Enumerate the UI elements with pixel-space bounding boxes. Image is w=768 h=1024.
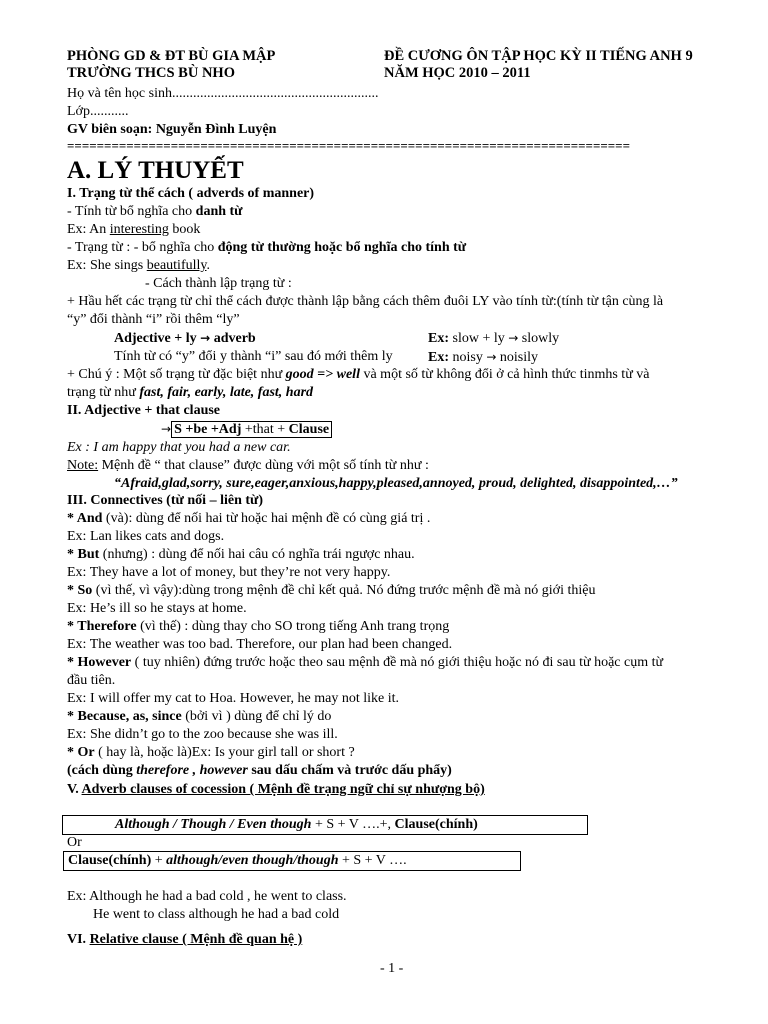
- s2-example: Ex : I am happy that you had a new car.: [67, 440, 291, 455]
- s1-example2: Ex: She sings beautifully.: [67, 258, 210, 273]
- s3-but: * But (nhưng) : dùng để nối hai câu có nghĩa trái ngược nhau.: [67, 547, 415, 562]
- s3-so: * So (vì thế, vì vậy):dùng trong mệnh đề chỉ kết quả. Nó đứng trước mệnh đề mà nó giới thiệu: [67, 583, 596, 598]
- s1-line1: - Tính từ bổ nghĩa cho danh từ: [67, 204, 243, 219]
- s3-or: * Or ( hay là, hoặc là)Ex: Is your girl tall or short ?: [67, 745, 355, 760]
- s2-formula: → S +be +Adj +that + Clause: [161, 420, 332, 439]
- doc-title: ĐỀ CƯƠNG ÔN TẬP HỌC KỲ II TIẾNG ANH 9: [384, 48, 693, 64]
- arrow-icon: →: [200, 331, 211, 345]
- school-year: NĂM HỌC 2010 – 2011: [384, 65, 531, 81]
- s5-title: V. Adverb clauses of cocession ( Mệnh đề trạng ngữ chỉ sự nhượng bộ): [67, 782, 485, 797]
- s3-so-example: Ex: He’s ill so he stays at home.: [67, 601, 247, 616]
- arrow-icon: →: [161, 422, 172, 436]
- dept-name: PHÒNG GD & ĐT BÙ GIA MẬP: [67, 48, 276, 64]
- teacher-line: GV biên soạn: Nguyễn Đình Luyện: [67, 122, 277, 137]
- s1-formula: Adjective + ly → adverb: [114, 331, 256, 346]
- arrow-icon: →: [486, 350, 497, 364]
- s1-example1: Ex: An interesting book: [67, 222, 201, 237]
- s1-note-line1: + Chú ý : Một số trạng từ đặc biệt như good => well và một số từ không đổi ở cả hình thức tinmhs từ và: [67, 367, 650, 382]
- s5-or: Or: [67, 835, 82, 850]
- s1-title: I. Trạng từ thể cách ( adverds of manner): [67, 186, 315, 201]
- s5-example-2: He went to class although he had a bad cold: [93, 907, 340, 922]
- s2-adjective-list: “Afraid,glad,sorry, sure,eager,anxious,happy,pleased,annoyed, proud, delighted, disappointed,…”: [114, 476, 678, 491]
- s1-rule-line2: “y” đổi thành “i” rồi thêm “ly”: [67, 312, 240, 327]
- s3-therefore-example: Ex: The weather was too bad. Therefore, our plan had been changed.: [67, 637, 453, 652]
- s3-and-example: Ex: Lan likes cats and dogs.: [67, 529, 225, 544]
- s3-however-example: Ex: I will offer my cat to Hoa. However, he may not like it.: [67, 691, 399, 706]
- s3-but-example: Ex: They have a lot of money, but they’re not very happy.: [67, 565, 391, 580]
- class-line: Lớp...........: [67, 104, 129, 119]
- s3-title: III. Connectives (từ nối – liên từ): [67, 493, 264, 508]
- s3-because-example: Ex: She didn’t go to the zoo because she was ill.: [67, 727, 338, 742]
- s3-therefore: * Therefore (vì thế) : dùng thay cho SO trong tiếng Anh trang trọng: [67, 619, 450, 634]
- section-a-title: A. LÝ THUYẾT: [67, 157, 244, 184]
- s1-rule-line1: + Hầu hết các trạng từ chỉ thể cách được thành lập bằng cách thêm đuôi LY vào tính từ:(tính từ tận cùng là: [67, 294, 664, 309]
- s1-y-rule: Tính từ có “y” đổi y thành “i” sau đó mới thêm ly: [114, 349, 393, 364]
- s2-note: Note: Mệnh đề “ that clause” được dùng với một số tính từ như :: [67, 458, 429, 473]
- separator-rule: ============================================================================: [67, 138, 630, 153]
- s2-title: II. Adjective + that clause: [67, 403, 221, 418]
- s5-example-1: Ex: Although he had a bad cold , he went to class.: [67, 889, 347, 904]
- s3-and: * And (và): dùng để nối hai từ hoặc hai mệnh đề có cùng giá trị .: [67, 511, 431, 526]
- student-name-line: Họ và tên học sinh...........................................................: [67, 86, 379, 101]
- arrow-icon: →: [508, 331, 519, 345]
- s3-usage-note: (cách dùng therefore , however sau dấu chấm và trước dấu phẩy): [67, 763, 452, 778]
- s3-however-cont: đầu tiên.: [67, 673, 116, 688]
- school-name: TRƯỜNG THCS BÙ NHO: [67, 65, 235, 81]
- s1-line3: - Trạng từ : - bổ nghĩa cho động từ thường hoặc bổ nghĩa cho tính từ: [67, 240, 467, 255]
- s1-formula-example: Ex: slow + ly → slowly: [428, 331, 560, 346]
- s3-however: * However ( tuy nhiên) đứng trước hoặc theo sau mệnh đề mà nó giới thiệu hoặc nó đi sau từ hoặc cụm từ: [67, 655, 664, 670]
- s6-title: VI. Relative clause ( Mệnh đề quan hệ ): [67, 932, 303, 947]
- s5-formula-box-2: Clause(chính) + although/even though/though + S + V ….: [63, 851, 521, 871]
- s5-formula-box-1: Although / Though / Even though + S + V ….+, Clause(chính): [62, 815, 588, 835]
- s1-formation-heading: - Cách thành lập trạng từ :: [145, 276, 292, 291]
- s1-y-example: Ex: noisy → noisily: [428, 350, 539, 365]
- page-number: - 1 -: [380, 961, 404, 976]
- s1-note-line2: trạng từ như fast, fair, early, late, fast, hard: [67, 385, 314, 400]
- s3-because: * Because, as, since (bởi vì ) dùng để chỉ lý do: [67, 709, 332, 724]
